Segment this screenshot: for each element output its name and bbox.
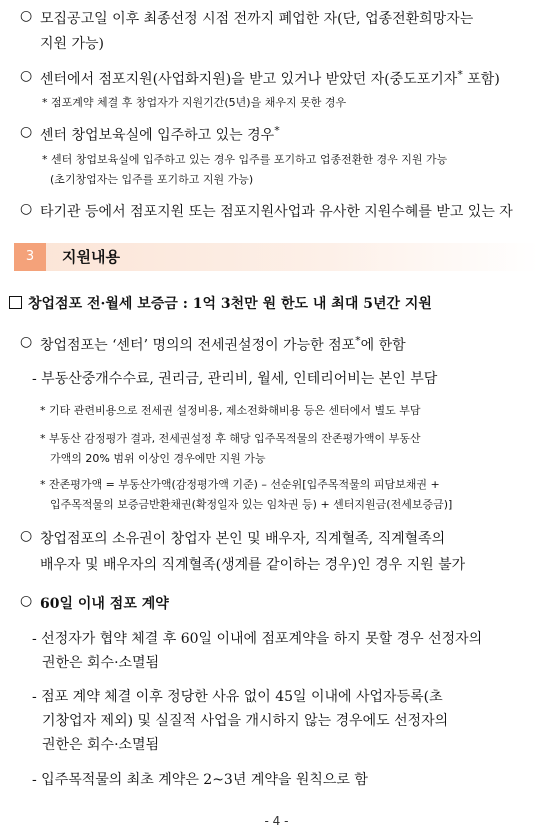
section-title: 지원내용: [62, 248, 120, 266]
item4-line1: 타기관 등에서 점포지원 또는 점포지원사업과 유사한 지원수혜를 받고 있는 자: [40, 204, 513, 220]
bullet-circle: ○: [20, 8, 33, 24]
item2-note: * 점포계약 체결 후 창업자가 지원기간(5년)을 채우지 못한 경우: [42, 96, 347, 109]
item3-note2: (초기창업자는 입주를 포기하고 지원 가능): [50, 173, 254, 186]
item3-text: 센터 창업보육실에 입주하고 있는 경우: [40, 127, 275, 144]
bullet-circle: ○: [20, 334, 33, 350]
support-d3-line1: - 점포 계약 체결 이후 정당한 사유 없이 45일 이내에 사업자등록(초: [32, 689, 443, 705]
bullet-circle: ○: [20, 124, 33, 140]
support-d1: - 부동산중개수수료, 권리금, 관리비, 월세, 인테리어비는 본인 부담: [32, 371, 438, 387]
support-b1: [40, 334, 406, 355]
support-d3-line2: 기창업자 제외) 및 실질적 사업을 개시하지 않는 경우에도 선정자의: [42, 713, 449, 729]
b1-text: 창업점포는 ‘센터’ 명의의 전세권설정이 가능한 점포: [40, 337, 356, 354]
support-n2-line2: 가액의 20% 범위 이상인 경우에만 지원 가능: [50, 452, 266, 465]
footnote-star: *: [274, 124, 280, 137]
item2-text-end: 포함): [467, 71, 500, 88]
bullet-circle: ○: [20, 68, 33, 84]
heading-square-marker: [9, 296, 22, 309]
item3-line1: [40, 124, 280, 145]
support-n3-line1: * 잔존평가액 = 부동산가액(감정평가액 기준) – 선순위[입주목적물의 피담보채권 +: [40, 478, 440, 491]
footnote-star: *: [355, 334, 361, 347]
support-d4: - 입주목적물의 최초 계약은 2~3년 계약을 원칙으로 함: [32, 772, 368, 788]
support-b2-line2: 배우자 및 배우자의 직계혈족(생계를 같이하는 경우)인 경우 지원 불가: [40, 557, 466, 573]
support-n1: * 기타 관련비용으로 전세권 설정비용, 제소전화해비용 등은 센터에서 별도 부담: [40, 404, 421, 417]
support-d3-line3: 권한은 회수·소멸됨: [42, 737, 160, 753]
bullet-circle: ○: [20, 201, 33, 217]
page-number: - 4 -: [264, 814, 289, 828]
support-d2-line2: 권한은 회수·소멸됨: [42, 655, 160, 671]
bullet-circle: ○: [20, 528, 33, 544]
section-number: 3: [14, 243, 46, 271]
support-d2-line1: - 선정자가 협약 체결 후 60일 이내에 점포계약을 하지 못할 경우 선정자의: [32, 631, 483, 647]
item1-line1: 모집공고일 이후 최종선정 시점 전까지 폐업한 자(단, 업종전환희망자는: [40, 11, 474, 27]
item2-text: 센터에서 점포지원(사업화지원)을 받고 있거나 받았던 자(중도포기자: [40, 71, 458, 88]
item1-line2: 지원 가능): [40, 36, 105, 52]
support-n2-line1: * 부동산 감정평가 결과, 전세권설정 후 해당 입주목적물의 잔존평가액이 부동산: [40, 432, 421, 445]
item3-note1: * 센터 창업보육실에 입주하고 있는 경우 입주를 포기하고 업종전환한 경우 지원 가능: [42, 153, 448, 166]
b1-text-end: 에 한함: [360, 337, 406, 354]
support-b3: 60일 이내 점포 계약: [40, 596, 169, 612]
footnote-star: *: [457, 68, 463, 81]
support-heading: 창업점포 전·월세 보증금 : 1억 3천만 원 한도 내 최대 5년간 지원: [28, 296, 432, 312]
item2-line1: [40, 68, 500, 89]
bullet-circle: ○: [20, 593, 33, 609]
support-n3-line2: 입주목적물의 보증금반환채권(확정일자 있는 임차권 등) + 센터지원금(전세보증금)]: [50, 498, 453, 511]
support-b2-line1: 창업점포의 소유권이 창업자 본인 및 배우자, 직계혈족, 직계혈족의: [40, 531, 446, 547]
